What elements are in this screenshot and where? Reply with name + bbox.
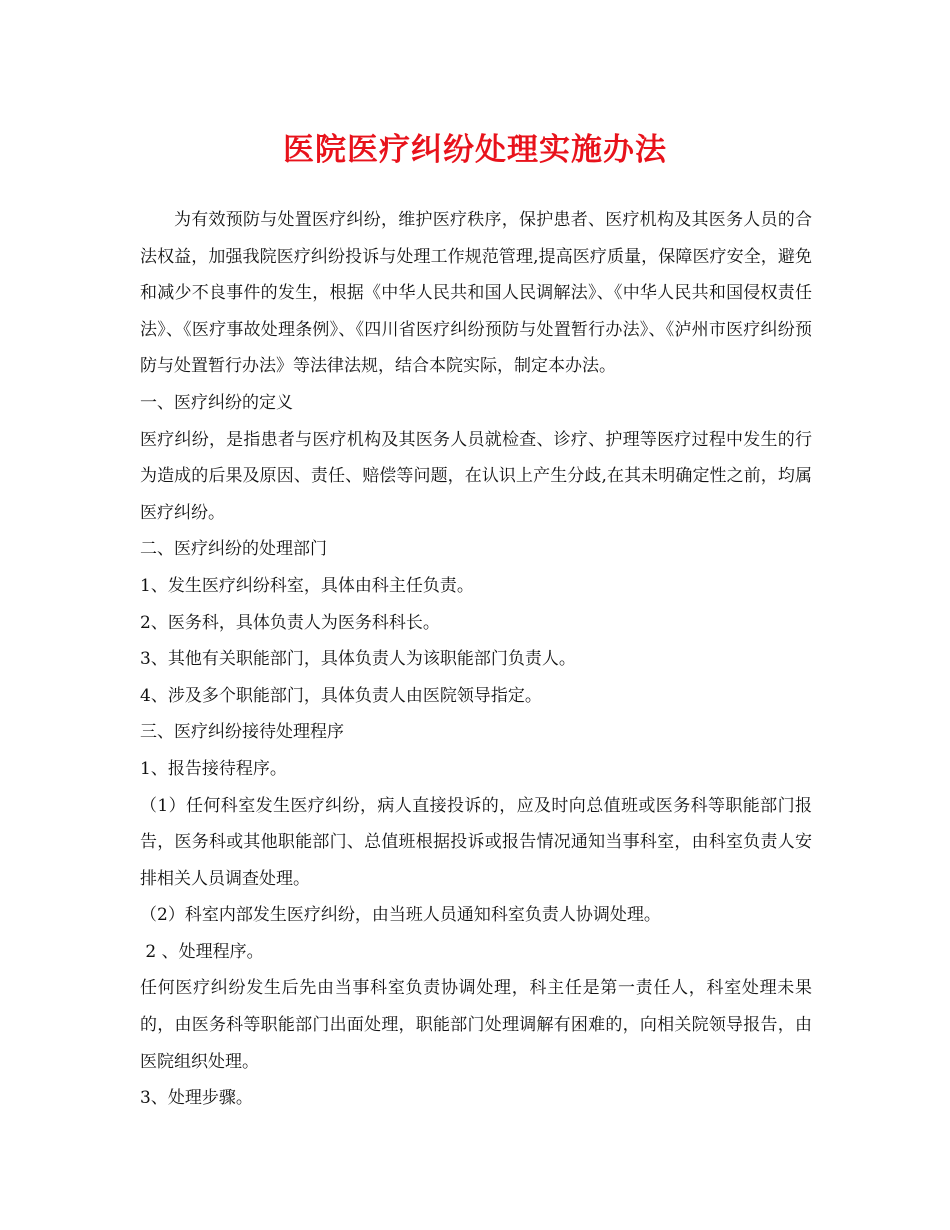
list-item: 4、涉及多个职能部门，具体负责人由医院领导指定。 [140,685,542,706]
sub-item-paragraph: （1）任何科室发生医疗纠纷，病人直接投诉的，应及时向总值班或医务科等职能部门报告，医务科或其他职能部门、总值班根据投诉或报告情况通知当事科室，由科室负责人安排相关人员调查处理。 [140,795,812,889]
section-heading-procedure: 三、医疗纠纷接待处理程序 [140,722,344,743]
document-body [140,202,812,1117]
section-heading-departments: 二、医疗纠纷的处理部门 [140,539,327,560]
list-item: 3、其他有关职能部门，具体负责人为该职能部门负责人。 [140,649,576,670]
document-title: 医院医疗纠纷处理实施办法 [283,132,667,168]
list-item: 2、医务科，具体负责人为医务科科长。 [140,612,440,633]
list-item: 1、报告接待程序。 [140,758,287,779]
intro-paragraph: 为有效预防与处置医疗纠纷，维护医疗秩序，保护患者、医疗机构及其医务人员的合法权益，加强我院医疗纠纷投诉与处理工作规范管理,提高医疗质量，保障医疗安全，避免和减少不良事件的发生，根据《中华人民共和国人民调解法》、《中华人民共和国侵权责任法》、《医疗事故处理条例》、《四川省医疗纠纷预防与处置暂行办法》、《泸州市医疗纠纷预防与处置暂行办法》等法律法规，结合本院实际，制定本办法。 [140,210,812,377]
list-item: 2 、处理程序。 [140,941,264,962]
definition-paragraph: 医疗纠纷，是指患者与医疗机构及其医务人员就检查、诊疗、护理等医疗过程中发生的行为造成的后果及原因、责任、赔偿等问题，在认识上产生分歧,在其未明确定性之前，均属医疗纠纷。 [140,429,812,523]
section-heading-definition: 一、医疗纠纷的定义 [140,392,293,413]
procedure-paragraph: 任何医疗纠纷发生后先由当事科室负责协调处理，科主任是第一责任人，科室处理未果的，由医务科等职能部门出面处理，职能部门处理调解有困难的，向相关院领导报告，由医院组织处理。 [140,978,812,1072]
sub-item-paragraph: （2）科室内部发生医疗纠纷，由当班人员通知科室负责人协调处理。 [140,905,661,926]
list-item: 3、处理步骤。 [140,1088,253,1109]
list-item: 1、发生医疗纠纷科室，具体由科主任负责。 [140,575,474,596]
